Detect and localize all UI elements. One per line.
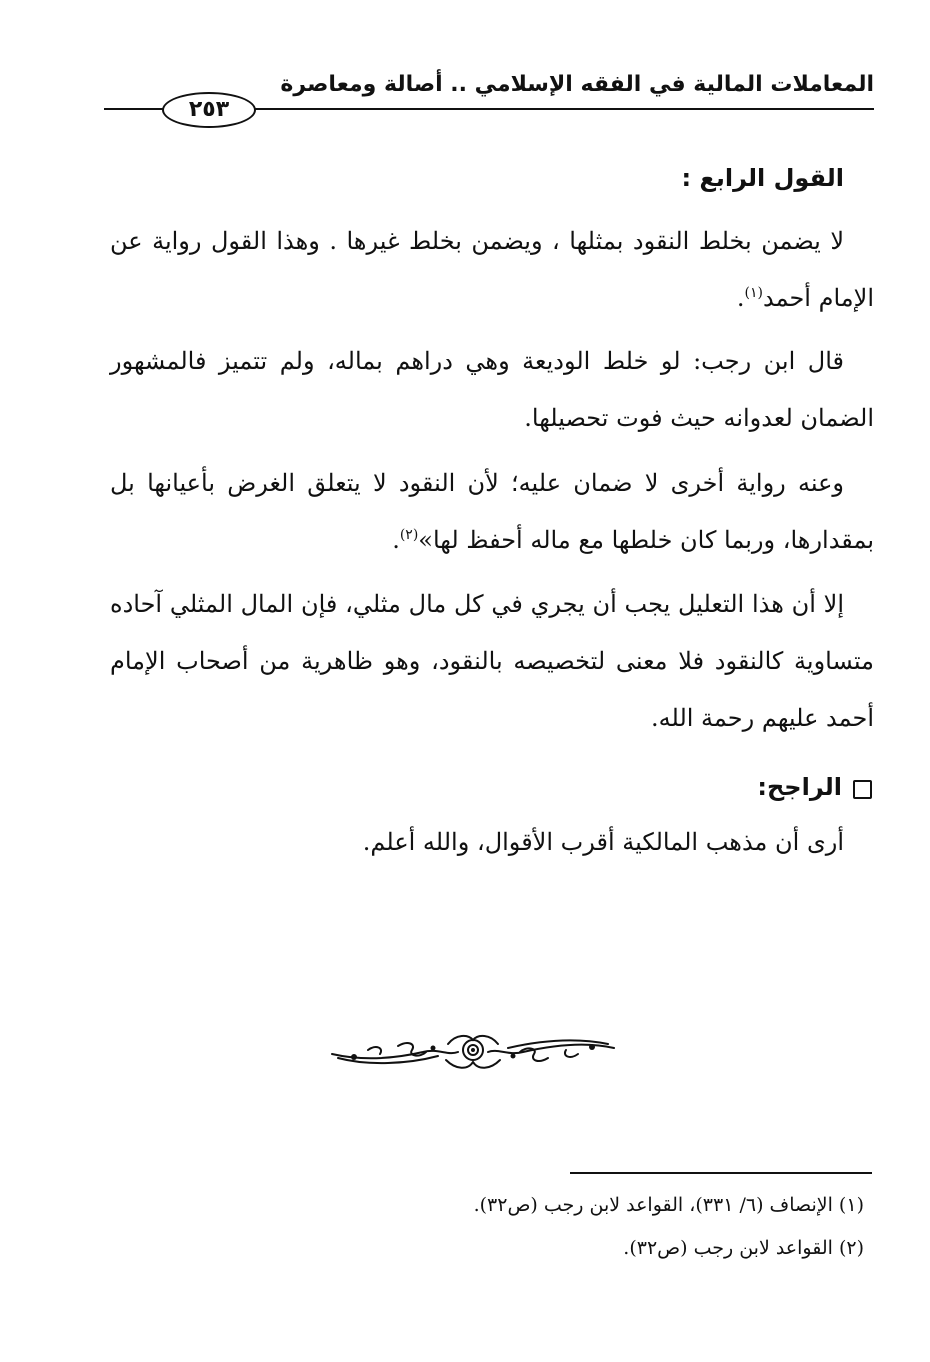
paragraph-3-text: وعنه رواية أخرى لا ضمان عليه؛ لأن النقود لا يتعلق الغرض بأعيانها بل بمقدارها، وربما كان خلطها مع ماله أحفظ لها» [110, 469, 874, 554]
paragraph-2: قال ابن رجب: لو خلط الوديعة وهي دراهم بماله، ولم تتميز فالمشهور الضمان لعدوانه حيث فوت تحصيلها. [110, 347, 874, 432]
section-heading: القول الرابع : [681, 164, 844, 192]
paragraph-3-end: . [392, 526, 400, 554]
paragraph-1 [110, 213, 874, 327]
page-number: ٢٥٣ [162, 92, 256, 128]
footnote-2: (٢) القواعد لابن رجب (ص٣٢). [623, 1237, 864, 1259]
ornament-divider-icon [328, 1030, 618, 1074]
preferred-text: أرى أن مذهب المالكية أقرب الأقوال، والله أعلم. [362, 828, 844, 856]
paragraph-1-text: لا يضمن بخلط النقود بمثلها ، ويضمن بخلط غيرها . وهذا القول رواية عن الإمام أحمد [110, 227, 874, 312]
paragraph-3 [110, 455, 874, 569]
running-title: المعاملات المالية في الفقه الإسلامي .. أصالة ومعاصرة [280, 72, 874, 97]
footnote-ref-2: (٢) [399, 527, 419, 543]
footnote-rule [570, 1172, 872, 1174]
footnote-1: (١) الإنصاف (٦/ ٣٣١)، القواعد لابن رجب (ص٣٢). [473, 1194, 864, 1216]
paragraph-1-end: . [736, 284, 745, 312]
paragraph-4: إلا أن هذا التعليل يجب أن يجري في كل مال مثلي، فإن المال المثلي آحاده متساوية كالنقود فلا معنى لتخصيصه بالنقود، وهو ظاهرية من أصحاب الإمام أحمد عليهم رحمة الله. [110, 590, 874, 732]
footnote-ref-1: (١) [744, 285, 763, 301]
checkbox-icon [853, 780, 872, 799]
preferred-heading: الراجح: [757, 773, 842, 801]
